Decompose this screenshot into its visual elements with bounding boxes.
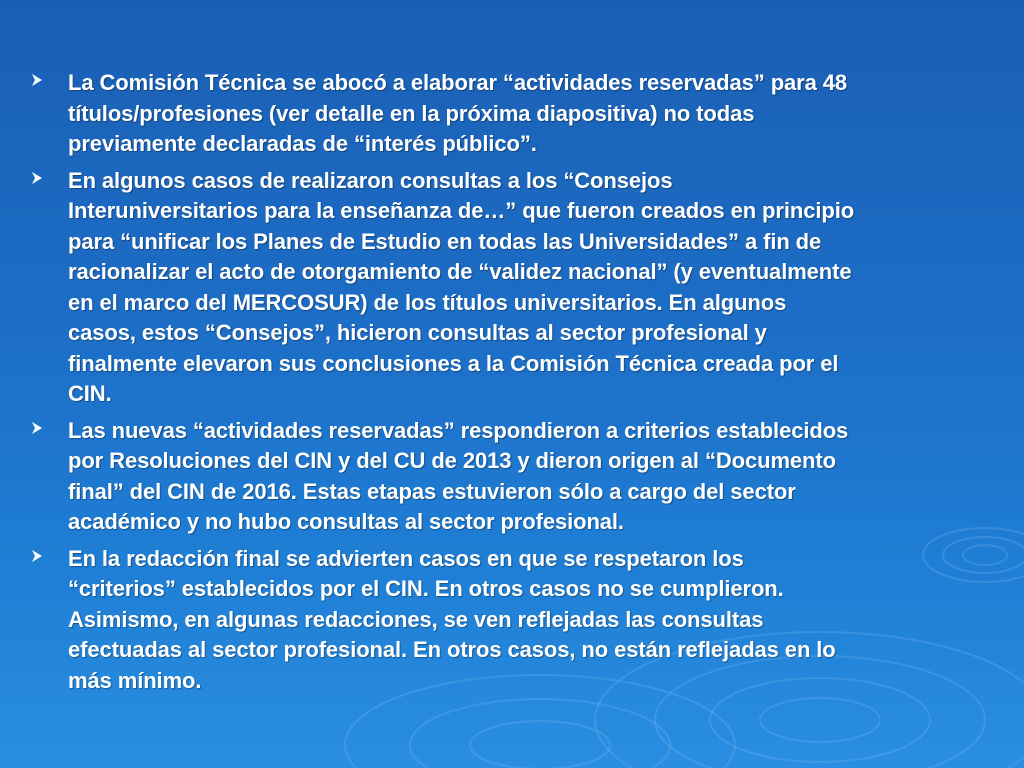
arrowhead-bullet-icon: [30, 416, 68, 435]
bullet-line: Interuniversitarios para la enseñanza de…” que fueron creados en principio: [68, 198, 855, 223]
bullet-line: En la redacción final se advierten casos en que se respetaron los: [68, 545, 744, 571]
bullet-line: académico y no hubo consultas al sector profesional.: [68, 509, 624, 534]
arrowhead-bullet-icon: [30, 544, 68, 563]
bullet-line: en el marco del MERCOSUR) de los títulos universitarios. En algunos: [68, 289, 787, 315]
bullet-line: previamente declaradas de “interés público”.: [68, 131, 537, 156]
bullet-line: más mínimo.: [68, 667, 202, 693]
bullet-line: La Comisión Técnica se abocó a elaborar “actividades reservadas” para 48: [68, 70, 848, 95]
bullet-text: [68, 544, 836, 697]
bullet-line: Asimismo, en algunas redacciones, se ven reflejadas las consultas: [68, 606, 764, 632]
bullet-line: CIN.: [68, 381, 112, 406]
bullet-item-2: [30, 166, 1002, 410]
bullet-line: final” del CIN de 2016. Estas etapas estuvieron sólo a cargo del sector: [68, 478, 796, 504]
arrowhead-bullet-icon: [30, 68, 68, 87]
bullet-line: efectuadas al sector profesional. En otros casos, no están reflejadas en lo: [68, 637, 836, 662]
slide-bullet-list: [30, 68, 1002, 702]
bullet-text: [68, 416, 848, 538]
bullet-line: Las nuevas “actividades reservadas” respondieron a criterios establecidos: [68, 417, 849, 443]
bullet-line: racionalizar el acto de otorgamiento de “validez nacional” (y eventualmente: [68, 259, 852, 284]
bullet-item-4: [30, 544, 1002, 697]
bullet-line: para “unificar los Planes de Estudio en todas las Universidades” a fin de: [68, 228, 822, 254]
bullet-item-1: [30, 68, 1002, 160]
bullet-line: En algunos casos de realizaron consultas a los “Consejos: [68, 167, 673, 193]
bullet-text: [68, 166, 854, 410]
arrowhead-bullet-icon: [30, 166, 68, 185]
bullet-line: finalmente elevaron sus conclusiones a la Comisión Técnica creada por el: [68, 350, 839, 376]
bullet-line: “criterios” establecidos por el CIN. En otros casos no se cumplieron.: [68, 576, 784, 601]
bullet-line: títulos/profesiones (ver detalle en la próxima diapositiva) no todas: [68, 100, 755, 126]
bullet-item-3: [30, 416, 1002, 538]
bullet-line: casos, estos “Consejos”, hicieron consultas al sector profesional y: [68, 320, 767, 345]
bullet-text: [68, 68, 847, 160]
bullet-line: por Resoluciones del CIN y del CU de 2013 y dieron origen al “Documento: [68, 448, 836, 473]
